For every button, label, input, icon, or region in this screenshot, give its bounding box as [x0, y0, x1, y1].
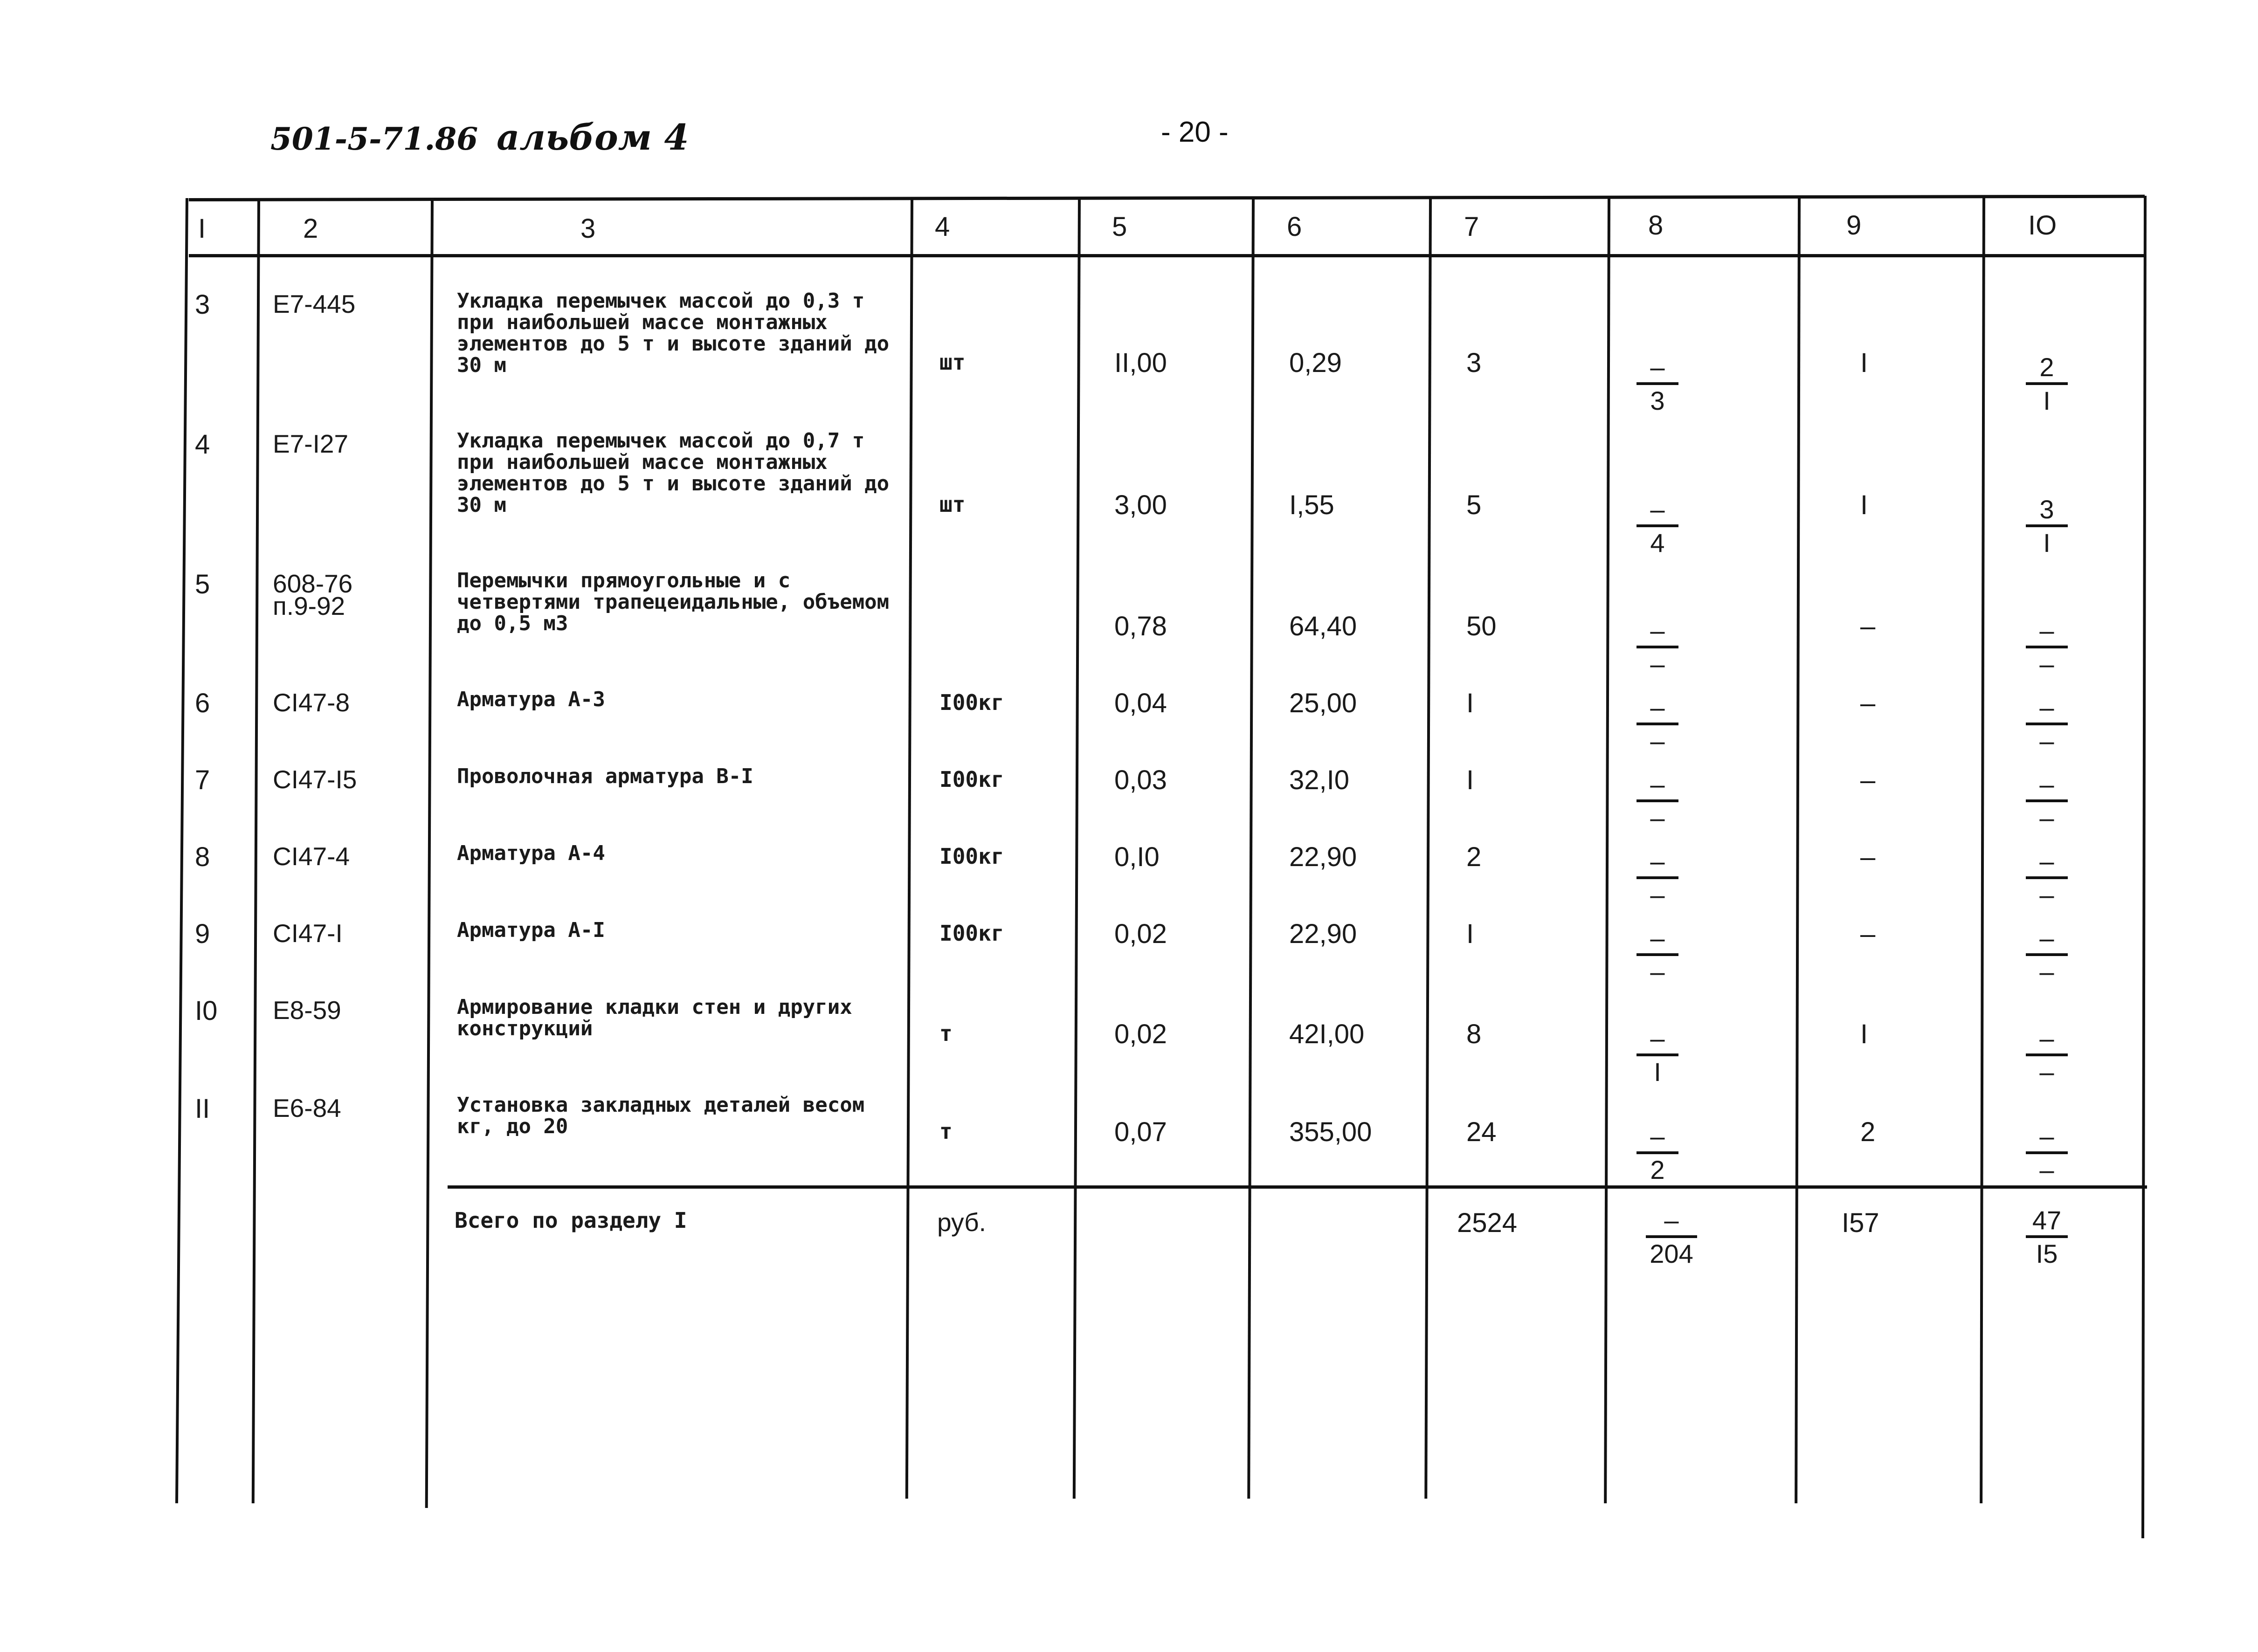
fraction-bar: [2026, 524, 2068, 527]
rule-total-top: [448, 1185, 2147, 1189]
col9-value: –: [1860, 842, 1876, 872]
fraction-bar: [2026, 876, 2068, 879]
col10-fraction: [2026, 618, 2068, 678]
fraction-bar: [2026, 646, 2068, 648]
col9-value: –: [1860, 765, 1876, 795]
col9-value: I: [1860, 348, 1868, 378]
fraction-numerator: –: [2039, 1024, 2054, 1053]
fraction-denominator: I5: [2036, 1239, 2058, 1268]
page-number: - 20 -: [1161, 116, 1229, 148]
fraction-denominator: –: [1650, 649, 1665, 679]
col10-fraction: [2026, 695, 2068, 755]
fraction-numerator: 3: [2039, 495, 2054, 524]
col9-value: –: [1860, 611, 1876, 641]
col10-fraction: [2026, 848, 2068, 909]
fraction-bar: [2026, 799, 2068, 802]
unit: шт: [939, 492, 966, 517]
row-number: 3: [195, 289, 210, 320]
fraction-denominator: 4: [1650, 528, 1665, 558]
rate-code: Е7-445: [273, 289, 356, 318]
col7-value: 5: [1466, 490, 1482, 520]
fraction-denominator: I: [2043, 528, 2051, 558]
col7-value: I: [1466, 919, 1474, 949]
col8-fraction: [1637, 496, 1678, 557]
col9-value: 2: [1860, 1117, 1876, 1147]
row-number: 7: [195, 765, 210, 795]
work-description: Укладка перемычек массой до 0,7 т при наибольшей массе монтажных элементов до 5 т и высоте зданий до 30 м: [457, 429, 890, 517]
fraction-denominator: –: [2039, 803, 2054, 833]
col6-value: 22,90: [1289, 842, 1357, 872]
col6-value: I,55: [1289, 490, 1334, 520]
col5-value: 0,04: [1114, 688, 1167, 718]
col7-value: 50: [1466, 611, 1497, 641]
col9-value: –: [1860, 919, 1876, 949]
fraction-denominator: –: [1650, 957, 1665, 986]
rate-code: СI47-I: [273, 919, 343, 948]
rate-code-line2: п.9-92: [273, 592, 345, 620]
col-header: 2: [303, 213, 318, 244]
rate-code: СI47-8: [273, 688, 350, 717]
fraction-bar: [1637, 382, 1678, 385]
fraction-numerator: –: [1650, 495, 1665, 524]
row-number: I0: [195, 996, 218, 1026]
fraction-denominator: –: [2039, 1057, 2054, 1087]
col6-value: 32,I0: [1289, 765, 1349, 795]
col-header: 8: [1648, 210, 1664, 241]
col-header: 6: [1287, 212, 1302, 242]
fraction-denominator: –: [1650, 726, 1665, 756]
fraction-bar: [1637, 1151, 1678, 1154]
col-header: 4: [935, 212, 950, 242]
fraction-numerator: –: [1650, 693, 1665, 722]
album-label: альбом 4: [497, 117, 689, 158]
col7-value: I: [1466, 765, 1474, 795]
col10-fraction: [2026, 1026, 2068, 1086]
fraction-bar: [1637, 723, 1678, 725]
col6-value: 25,00: [1289, 688, 1357, 718]
row-number: 6: [195, 688, 210, 718]
doc-code: 501-5-71.86: [270, 121, 478, 157]
work-description: Укладка перемычек массой до 0,3 т при наибольшей массе монтажных элементов до 5 т и высоте зданий до 30 м: [457, 289, 890, 377]
col7-value: 24: [1466, 1117, 1497, 1147]
fraction-bar: [2026, 382, 2068, 385]
vrule-9: [1980, 198, 1985, 1503]
fraction-denominator: I: [1654, 1057, 1661, 1087]
fraction-denominator: –: [2039, 649, 2054, 679]
col-header: 7: [1464, 212, 1479, 242]
col9-value: I: [1860, 1019, 1868, 1049]
row-number: 4: [195, 429, 210, 460]
col5-value: 0,07: [1114, 1117, 1167, 1147]
work-description: Армирование кладки стен и других конструкций: [457, 995, 852, 1040]
handwritten-doc-code: [270, 117, 689, 158]
fraction-bar: [1646, 1235, 1697, 1238]
col6-value: 355,00: [1289, 1117, 1372, 1147]
col6-value: 42I,00: [1289, 1019, 1365, 1049]
col-header: 5: [1112, 212, 1127, 242]
fraction-bar: [2026, 723, 2068, 725]
col5-value: 0,I0: [1114, 842, 1160, 872]
rate-code: Е8-59: [273, 996, 341, 1025]
col-header: 3: [580, 213, 596, 244]
fraction-numerator: 2: [2039, 352, 2054, 382]
vrule-2: [425, 198, 434, 1508]
col8-fraction: [1637, 848, 1678, 909]
fraction-denominator: –: [2039, 1155, 2054, 1184]
row-number: 9: [195, 919, 210, 949]
col10-fraction: [2026, 925, 2068, 986]
rate-code: 608-76: [273, 569, 353, 598]
unit: I00кг: [939, 921, 1004, 946]
fraction-numerator: –: [1650, 616, 1665, 645]
vrule-0: [175, 198, 188, 1503]
row-number: 8: [195, 842, 210, 872]
total-label: Всего по разделу I: [455, 1208, 687, 1233]
row-number: II: [195, 1094, 210, 1124]
fraction-numerator: 47: [2032, 1205, 2062, 1235]
fraction-numerator: –: [2039, 693, 2054, 722]
col7-value: I: [1466, 688, 1474, 718]
col10-fraction: [2026, 496, 2068, 557]
fraction-numerator: –: [1664, 1205, 1679, 1235]
fraction-denominator: –: [1650, 880, 1665, 909]
col7-value: 3: [1466, 348, 1482, 378]
fraction-denominator: 204: [1650, 1239, 1693, 1268]
col-header: I: [198, 213, 206, 244]
row-number: 5: [195, 569, 210, 599]
total-col7: 2524: [1457, 1208, 1518, 1238]
fraction-bar: [1637, 799, 1678, 802]
unit: I00кг: [939, 844, 1004, 869]
col5-value: 0,78: [1114, 611, 1167, 641]
vrule-10: [2141, 196, 2147, 1538]
col10-fraction: [2026, 1123, 2068, 1184]
total-col8-fraction: [1646, 1207, 1697, 1268]
fraction-denominator: –: [2039, 957, 2054, 986]
fraction-bar: [1637, 1053, 1678, 1056]
work-description: Арматура А-4: [457, 841, 605, 865]
col9-value: I: [1860, 490, 1868, 520]
col6-value: 22,90: [1289, 919, 1357, 949]
col-header: 9: [1846, 210, 1862, 241]
fraction-denominator: I: [2043, 386, 2051, 415]
vrule-5: [1247, 198, 1255, 1499]
col5-value: 0,02: [1114, 1019, 1167, 1049]
fraction-denominator: –: [2039, 880, 2054, 909]
fraction-denominator: 2: [1650, 1155, 1665, 1184]
fraction-numerator: –: [2039, 847, 2054, 876]
unit: шт: [939, 350, 966, 375]
fraction-numerator: –: [1650, 923, 1665, 953]
col10-fraction: [2026, 354, 2068, 415]
col7-value: 8: [1466, 1019, 1482, 1049]
unit: т: [939, 1119, 953, 1144]
col-header: IO: [2028, 210, 2057, 241]
fraction-bar: [2026, 953, 2068, 956]
fraction-bar: [1637, 646, 1678, 648]
col8-fraction: [1637, 925, 1678, 986]
fraction-numerator: –: [1650, 1122, 1665, 1151]
col5-value: 0,03: [1114, 765, 1167, 795]
col10-fraction: [2026, 771, 2068, 832]
vrule-3: [905, 198, 913, 1499]
fraction-bar: [1637, 953, 1678, 956]
fraction-numerator: –: [2039, 770, 2054, 799]
col5-value: 3,00: [1114, 490, 1167, 520]
unit: I00кг: [939, 767, 1004, 792]
fraction-bar: [2026, 1053, 2068, 1056]
rate-code: СI47-I5: [273, 765, 357, 794]
col6-value: 64,40: [1289, 611, 1357, 641]
fraction-bar: [2026, 1235, 2068, 1238]
vrule-8: [1795, 198, 1801, 1503]
col7-value: 2: [1466, 842, 1482, 872]
col8-fraction: [1637, 1123, 1678, 1184]
col6-value: 0,29: [1289, 348, 1342, 378]
fraction-numerator: –: [1650, 847, 1665, 876]
total-col9: I57: [1842, 1208, 1879, 1238]
work-description: Проволочная арматура В-I: [457, 764, 753, 788]
fraction-numerator: –: [2039, 1122, 2054, 1151]
total-unit: руб.: [937, 1208, 986, 1237]
work-description: Установка закладных деталей весом кг, до 20: [457, 1093, 865, 1138]
col5-value: II,00: [1114, 348, 1167, 378]
rule-top: [189, 195, 2145, 201]
fraction-denominator: –: [2039, 726, 2054, 756]
vrule-4: [1073, 198, 1081, 1499]
col5-value: 0,02: [1114, 919, 1167, 949]
fraction-bar: [2026, 1151, 2068, 1154]
fraction-denominator: –: [1650, 803, 1665, 833]
vrule-1: [252, 198, 260, 1503]
unit: I00кг: [939, 690, 1004, 715]
fraction-numerator: –: [1650, 770, 1665, 799]
col8-fraction: [1637, 354, 1678, 415]
vrule-7: [1604, 198, 1610, 1503]
col8-fraction: [1637, 771, 1678, 832]
col8-fraction: [1637, 1026, 1678, 1086]
work-description: Арматура А-3: [457, 688, 605, 711]
col8-fraction: [1637, 618, 1678, 678]
fraction-numerator: –: [2039, 616, 2054, 645]
rate-code: Е7-I27: [273, 429, 349, 458]
fraction-numerator: –: [2039, 923, 2054, 953]
col8-fraction: [1637, 695, 1678, 755]
fraction-denominator: 3: [1650, 386, 1665, 415]
rule-header-bottom: [189, 254, 2145, 257]
fraction-bar: [1637, 876, 1678, 879]
col9-value: –: [1860, 688, 1876, 718]
fraction-numerator: –: [1650, 352, 1665, 382]
unit: т: [939, 1021, 953, 1046]
fraction-numerator: –: [1650, 1024, 1665, 1053]
vrule-6: [1424, 198, 1432, 1499]
work-description: Перемычки прямоугольные и с четвертями трапецеидальные, объемом до 0,5 м3: [457, 569, 890, 635]
fraction-bar: [1637, 524, 1678, 527]
total-col10-fraction: [2026, 1207, 2068, 1268]
rate-code: СI47-4: [273, 842, 350, 871]
rate-code: Е6-84: [273, 1094, 341, 1122]
work-description: Арматура А-I: [457, 918, 605, 942]
